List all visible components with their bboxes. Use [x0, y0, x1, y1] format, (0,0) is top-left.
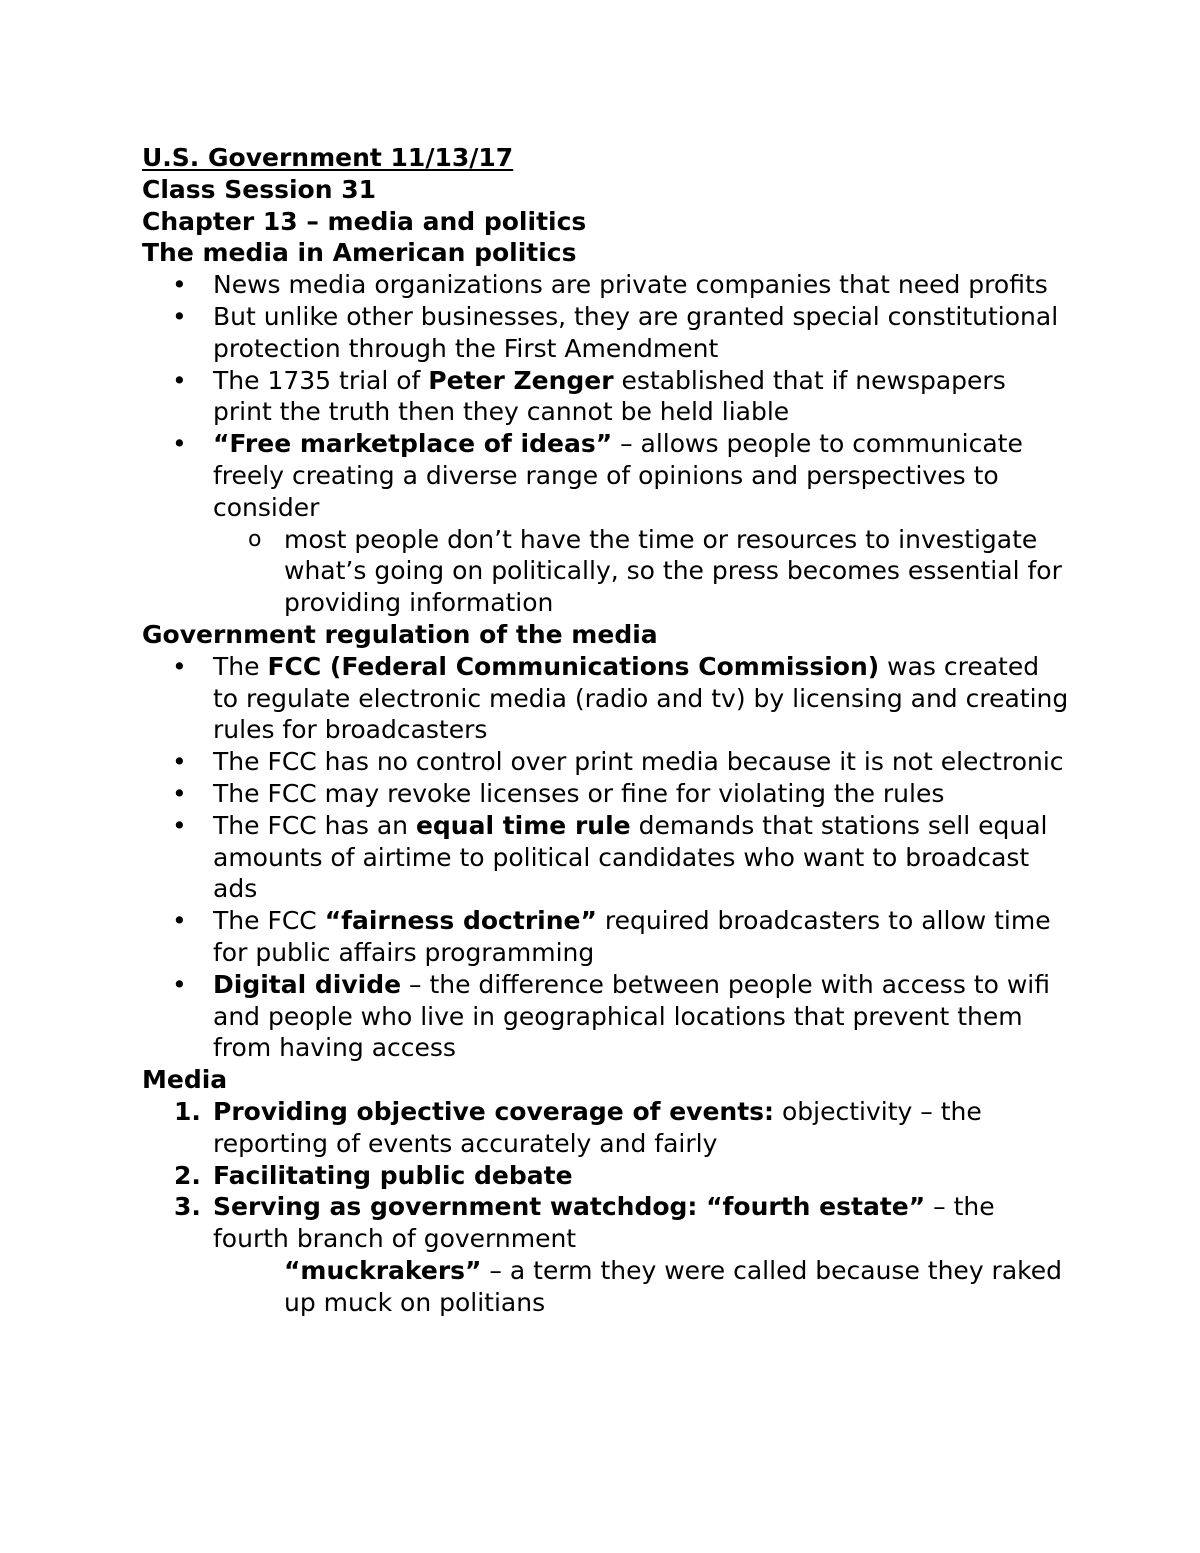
list-item [142, 301, 1072, 365]
section-heading-government-regulation: Government regulation of the media [142, 619, 658, 649]
item-term: Digital divide [213, 969, 402, 999]
item-text: required broadcasters to allow time for public affairs programming [213, 906, 1051, 967]
item-term: Peter Zenger [428, 365, 614, 395]
item-number: 1. [174, 1096, 201, 1126]
list-item [142, 651, 1072, 746]
session-line: Class Session 31 [142, 174, 377, 204]
item-text: most people don’t have the time or resources to investigate what’s going on politically, so the press becomes essential for providing information [284, 524, 1062, 618]
numbered-item [142, 1160, 1072, 1192]
media-in-politics-list [142, 269, 1072, 523]
government-regulation-list [142, 651, 1072, 1064]
item-text: News media organizations are private companies that need profits [213, 270, 1048, 300]
item-term: FCC (Federal Communications Commission) [267, 651, 880, 681]
item-term: “muckrakers” [284, 1255, 482, 1285]
list-item [142, 778, 1072, 810]
list-item [142, 969, 1072, 1064]
item-term: “Free marketplace of ideas” [213, 429, 613, 459]
list-item [142, 905, 1072, 969]
section-heading-media-in-politics: The media in American politics [142, 238, 577, 268]
item-number: 3. [174, 1192, 201, 1222]
item-text: The FCC [213, 906, 325, 936]
list-item [142, 365, 1072, 429]
item-text: The [213, 651, 268, 681]
item-text: objectivity – the reporting of events accurately and fairly [213, 1096, 982, 1158]
notes-body [142, 142, 1072, 1318]
list-item [142, 810, 1072, 905]
item-text: – allows people to communicate freely creating a diverse range of opinions and perspectives to consider [213, 429, 1023, 522]
sub-list-item [142, 524, 1072, 619]
item-text: The 1735 trial of [213, 365, 429, 395]
item-term: Providing objective coverage of events: [213, 1096, 775, 1126]
section-heading-media: Media [142, 1065, 228, 1095]
item-text: The FCC has no control over print media because it is not electronic [213, 747, 1064, 777]
item-term: Serving as government watchdog: “fourth estate” [213, 1192, 926, 1222]
item-text: was created to regulate electronic media (radio and tv) by licensing and creating rules for broadcasters [213, 651, 1069, 745]
list-item [142, 428, 1072, 523]
item-text: demands that stations sell equal amounts of airtime to political candidates who want to broadcast ads [213, 810, 1048, 904]
item-term: equal time rule [415, 810, 631, 840]
page-title: U.S. Government 11/13/17 [142, 143, 514, 172]
item-text: The FCC may revoke licenses or fine for violating the rules [213, 778, 945, 808]
item-term: “fairness doctrine” [324, 906, 597, 936]
item-text: The FCC has an [213, 810, 416, 840]
item-text: – a term they were called because they raked up muck on politians [284, 1255, 1062, 1317]
numbered-item [142, 1191, 1072, 1255]
list-item [142, 746, 1072, 778]
numbered-item [142, 1096, 1072, 1160]
item-text: But unlike other businesses, they are granted special constitutional protection through the First Amendment [213, 301, 1059, 363]
chapter-line: Chapter 13 – media and politics [142, 206, 587, 236]
muckrakers-note [142, 1255, 1072, 1319]
media-roles-list [142, 1096, 1072, 1255]
item-term: Facilitating public debate [213, 1160, 573, 1190]
item-text: established that if newspapers print the truth then they cannot be held liable [213, 365, 1006, 427]
item-text: – the difference between people with access to wifi and people who live in geographical locations that prevent them from having access [213, 969, 1050, 1063]
list-item [142, 269, 1072, 301]
item-text: – the fourth branch of government [213, 1192, 995, 1254]
sub-list [142, 524, 1072, 619]
item-number: 2. [174, 1160, 201, 1190]
